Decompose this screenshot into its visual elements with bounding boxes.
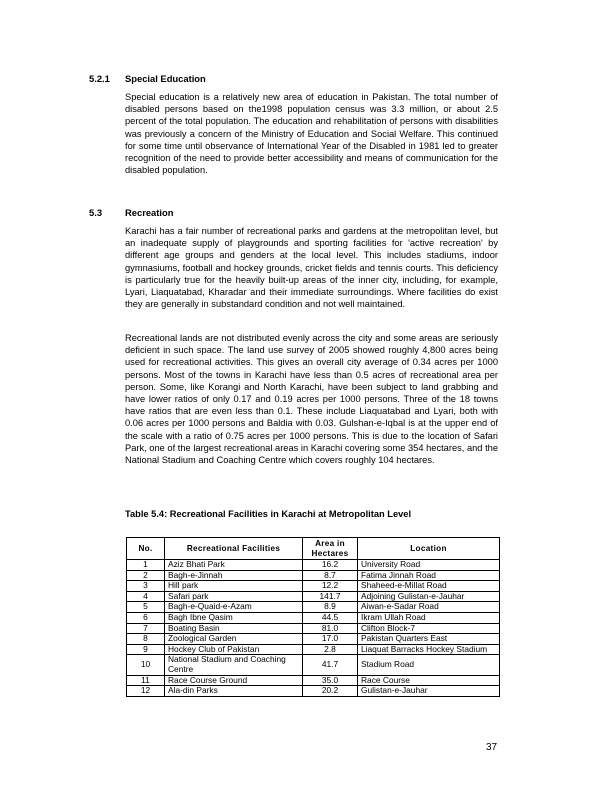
cell-facility: National Stadium and Coaching Centre	[165, 655, 303, 675]
cell-location: University Road	[358, 560, 500, 571]
cell-facility: Bagh Ibne Qasim	[165, 612, 303, 623]
cell-no: 9	[127, 644, 165, 655]
cell-no: 8	[127, 634, 165, 645]
cell-location: Clifton Block-7	[358, 623, 500, 634]
cell-facility: Boating Basin	[165, 623, 303, 634]
cell-facility: Ala-din Parks	[165, 686, 303, 697]
cell-area: 35.0	[303, 675, 358, 686]
header-location: Location	[358, 538, 500, 560]
table-row	[127, 560, 500, 571]
section-5-2-1-number: 5.2.1	[89, 73, 110, 84]
cell-location: Liaquat Barracks Hockey Stadium	[358, 644, 500, 655]
section-5-3-title: Recreation	[125, 207, 174, 218]
cell-facility: Race Course Ground	[165, 675, 303, 686]
cell-facility: Zoological Garden	[165, 634, 303, 645]
cell-area: 44.5	[303, 612, 358, 623]
cell-location: Stadium Road	[358, 655, 500, 675]
section-5-3-number: 5.3	[89, 207, 103, 218]
table-row	[127, 591, 500, 602]
cell-facility: Bagh-e-Quaid-e-Azam	[165, 602, 303, 613]
cell-facility: Safari park	[165, 591, 303, 602]
table-header-row	[127, 538, 500, 560]
cell-facility: Hockey Club of Pakistan	[165, 644, 303, 655]
table-row	[127, 655, 500, 675]
cell-area: 2.8	[303, 644, 358, 655]
recreation-paragraph-2: Recreational lands are not distributed evenly across the city and some areas are seriously deficient in such space. The land use survey of 2005 showed roughly 4,800 acres being used for recreational activities. This gives an overall city average of 0.34 acres per 1000 persons. Most of the towns in Karachi have less than 0.5 acres of recreational area per person. Some, like Korangi and North Karachi, have been subject to land grabbing and have lower ratios of only 0.17 and 0.19 acres per 1000 persons. Three of the 18 towns have ratios that are even less than 0.1. These include Liaquatabad and Lyari, both with 0.06 acres per 1000 persons and Baldia with 0.03. Gulshan-e-Iqbal is at the upper end of the scale with a ratio of 0.75 acres per 1000 persons. This is due to the location of Safari Park, one of the largest recreational areas in Karachi covering some 354 hectares, and the National Stadium and Coaching Centre which covers roughly 104 hectares.	[125, 333, 498, 466]
table-row	[127, 570, 500, 581]
cell-area: 141.7	[303, 591, 358, 602]
cell-location: Gulistan-e-Jauhar	[358, 686, 500, 697]
table-row	[127, 612, 500, 623]
cell-no: 3	[127, 581, 165, 592]
table-row	[127, 581, 500, 592]
cell-no: 7	[127, 623, 165, 634]
header-no: No.	[127, 538, 165, 560]
cell-no: 6	[127, 612, 165, 623]
table-row	[127, 644, 500, 655]
cell-no: 10	[127, 655, 165, 675]
cell-location: Fatima Jinnah Road	[358, 570, 500, 581]
page-number: 37	[486, 742, 498, 753]
cell-no: 2	[127, 570, 165, 581]
cell-area: 8.7	[303, 570, 358, 581]
cell-area: 12.2	[303, 581, 358, 592]
cell-no: 4	[127, 591, 165, 602]
section-5-2-1-title: Special Education	[125, 73, 206, 84]
cell-area: 16.2	[303, 560, 358, 571]
header-area: Area in Hectares	[303, 538, 358, 560]
table-row	[127, 634, 500, 645]
cell-no: 1	[127, 560, 165, 571]
recreation-paragraph-1: Karachi has a fair number of recreational parks and gardens at the metropolitan level, but an inadequate supply of playgrounds and sporting facilities for 'active recreation' by different age groups and genders at the local level. This includes stadiums, indoor gymnasiums, football and hockey grounds, cricket fields and tennis courts. This deficiency is particularly true for the heavily built-up areas of the inner city, including, for example, Lyari, Liaquatabad, Kharadar and their immediate surroundings. Where facilities do exist they are generally in substandard condition and not well maintained.	[125, 226, 498, 310]
cell-area: 41.7	[303, 655, 358, 675]
cell-location: Aiwan-e-Sadar Road	[358, 602, 500, 613]
cell-area: 17.0	[303, 634, 358, 645]
table-caption: Table 5.4: Recreational Facilities in Karachi at Metropolitan Level	[125, 509, 412, 519]
table-row	[127, 623, 500, 634]
cell-location: Race Course	[358, 675, 500, 686]
cell-no: 11	[127, 675, 165, 686]
special-education-paragraph: Special education is a relatively new area of education in Pakistan. The total number of disabled persons based on the1998 population census was 3.3 million, or about 2.5 percent of the total population. The education and rehabilitation of persons with disabilities was previously a concern of the Ministry of Education and Social Welfare. This continued for some time until observance of International Year of the Disabled in 1981 led to greater recognition of the need to provide better accessibility and means of communication for the disabled population.	[125, 92, 498, 176]
cell-location: Pakistan Quarters East	[358, 634, 500, 645]
table-row	[127, 675, 500, 686]
recreational-facilities-table	[126, 537, 500, 697]
cell-no: 5	[127, 602, 165, 613]
cell-facility: Hill park	[165, 581, 303, 592]
cell-area: 20.2	[303, 686, 358, 697]
cell-area: 81.0	[303, 623, 358, 634]
cell-location: Ikram Ullah Road	[358, 612, 500, 623]
cell-facility: Bagh-e-Jinnah	[165, 570, 303, 581]
table-row	[127, 686, 500, 697]
cell-no: 12	[127, 686, 165, 697]
cell-location: Shaheed-e-Millat Road	[358, 581, 500, 592]
cell-location: Adjoining Gulistan-e-Jauhar	[358, 591, 500, 602]
header-facility: Recreational Facilities	[165, 538, 303, 560]
cell-facility: Aziz Bhati Park	[165, 560, 303, 571]
table-row	[127, 602, 500, 613]
cell-area: 8.9	[303, 602, 358, 613]
